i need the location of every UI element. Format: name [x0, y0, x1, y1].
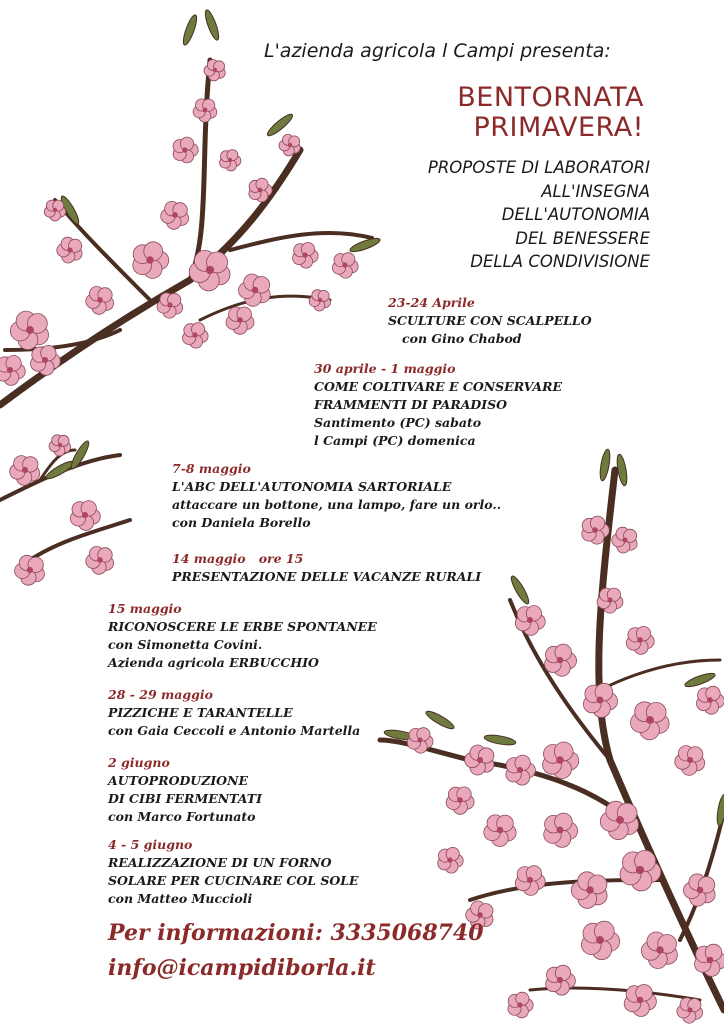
event-date: 2 giugno — [108, 755, 170, 770]
leaf-shape — [181, 14, 199, 47]
contact-phone: Per informazioni: 3335068740 — [108, 920, 484, 946]
blossom-flower — [70, 501, 100, 531]
blossom-flower — [583, 683, 617, 717]
blossom-flower — [544, 813, 578, 847]
event-title: SOLARE PER CUCINARE COL SOLE — [108, 873, 359, 888]
page-title-line-2: PRIMAVERA! — [473, 112, 644, 143]
blossom-flower — [675, 746, 705, 776]
event-host: con Daniela Borello — [172, 515, 311, 530]
blossom-flower — [15, 555, 45, 585]
blossom-flower — [508, 992, 533, 1018]
event-item — [108, 686, 360, 740]
event-date: 23-24 Aprile — [388, 295, 475, 310]
event-title: L'ABC DELL'AUTONOMIA SARTORIALE — [172, 479, 452, 494]
leaf-shape — [484, 733, 517, 746]
blossom-flower — [332, 253, 358, 279]
event-item — [108, 836, 359, 908]
blossom-flower — [620, 850, 661, 891]
page-title-line-1: BENTORNATA — [457, 82, 644, 113]
leaf-shape — [715, 794, 724, 827]
presenter-line: L'azienda agricola l Campi presenta: — [264, 40, 611, 62]
blossom-flower — [571, 872, 607, 909]
event-item — [108, 754, 262, 826]
blossom-flower — [193, 99, 217, 122]
blossom-flower — [631, 702, 670, 740]
leaf-shape — [265, 112, 295, 139]
blossom-flower — [626, 627, 654, 655]
event-title: FRAMMENTI DI PARADISO — [314, 397, 508, 412]
leaf-shape — [424, 709, 456, 732]
event-host: con Gaia Ceccoli e Antonio Martella — [108, 723, 361, 738]
leaf-shape — [349, 236, 382, 254]
blossom-flower — [446, 787, 474, 814]
blossom-flower — [624, 985, 656, 1017]
event-description: attaccare un bottone, una lampo, fare un orlo.. — [172, 497, 502, 512]
blossom-flower — [57, 237, 82, 263]
event-host: con Gino Chabod — [402, 331, 522, 346]
event-title: SCULTURE CON SCALPELLO — [388, 313, 592, 328]
event-title: PRESENTAZIONE DELLE VACANZE RURALI — [172, 569, 482, 584]
blossom-flower — [226, 307, 254, 334]
subtitle-line: PROPOSTE DI LABORATORI — [427, 158, 650, 177]
event-date: 14 maggio ore 15 — [172, 551, 304, 566]
event-title: REALIZZAZIONE DI UN FORNO — [108, 855, 332, 870]
event-title: AUTOPRODUZIONE — [108, 773, 249, 788]
leaf-shape — [203, 9, 221, 42]
event-date: 15 maggio — [108, 601, 182, 616]
subtitle-line: ALL'INSEGNA — [541, 181, 650, 201]
blossom-flower — [189, 250, 230, 291]
event-title: PIZZICHE E TARANTELLE — [108, 705, 293, 720]
event-location: l Campi (PC) domenica — [314, 433, 476, 448]
blossom-flower — [684, 874, 716, 906]
blossom-flower — [293, 243, 319, 269]
event-item — [172, 460, 501, 532]
event-date: 4 - 5 giugno — [108, 837, 193, 852]
subtitle-line: DELL'AUTONOMIA — [501, 205, 650, 224]
event-title: COME COLTIVARE E CONSERVARE — [314, 379, 562, 394]
subtitle-line: DEL BENESSERE — [515, 228, 650, 248]
blossom-flower — [677, 998, 703, 1024]
blossom-flower — [612, 527, 637, 553]
blossom-flower — [465, 745, 494, 775]
event-item — [388, 294, 592, 348]
blossom-flower — [581, 921, 619, 959]
blossom-flower — [44, 200, 65, 221]
blossom-flower — [695, 944, 724, 976]
blossom-flower — [173, 137, 198, 163]
blossom-flower — [506, 755, 536, 785]
blossom-flower — [600, 801, 638, 839]
blossom-flower — [641, 932, 677, 968]
blossom-flower — [31, 345, 61, 375]
blossom-flower — [309, 290, 330, 311]
blossom-flower — [546, 965, 576, 995]
blossom-flower — [183, 323, 209, 349]
leaf-shape — [598, 449, 611, 482]
event-host: con Matteo Muccioli — [108, 891, 253, 906]
blossom-flower — [515, 866, 545, 896]
event-date: 7-8 maggio — [172, 461, 251, 476]
event-item — [314, 360, 562, 450]
blossom-flower — [279, 134, 300, 156]
blossom-flower — [484, 815, 516, 847]
branch-stroke — [190, 60, 210, 280]
event-host-company: Azienda agricola ERBUCCHIO — [108, 655, 319, 670]
blossom-flower — [86, 287, 114, 315]
blossom-flower — [10, 311, 48, 350]
event-location: Santimento (PC) sabato — [314, 415, 482, 430]
leaf-shape — [44, 459, 76, 482]
blossom-flower — [697, 686, 724, 714]
blossom-flower — [545, 644, 577, 676]
event-host: con Simonetta Covini. — [108, 637, 263, 652]
event-title: DI CIBI FERMENTATI — [108, 791, 262, 806]
event-date: 28 - 29 maggio — [108, 687, 213, 702]
blossom-flower — [0, 356, 25, 386]
event-date: 30 aprile - 1 maggio — [314, 361, 456, 376]
blossom-flower — [86, 547, 114, 575]
blossom-flower — [220, 150, 241, 171]
blossom-flower — [157, 293, 183, 318]
branch-stroke — [599, 470, 724, 1010]
event-item — [172, 550, 481, 586]
blossom-flower — [438, 847, 464, 873]
event-title: RICONOSCERE LE ERBE SPONTANEE — [108, 619, 377, 634]
blossom-flower — [161, 201, 189, 229]
subtitle-line: DELLA CONDIVISIONE — [470, 252, 650, 271]
event-host: con Marco Fortunato — [108, 809, 256, 824]
subtitle — [428, 156, 650, 274]
contact-email: info@icampidiborla.it — [108, 955, 376, 981]
event-item — [108, 600, 377, 672]
blossom-flower — [133, 242, 169, 279]
blossom-flower — [515, 606, 545, 636]
blossom-flower — [543, 742, 579, 778]
